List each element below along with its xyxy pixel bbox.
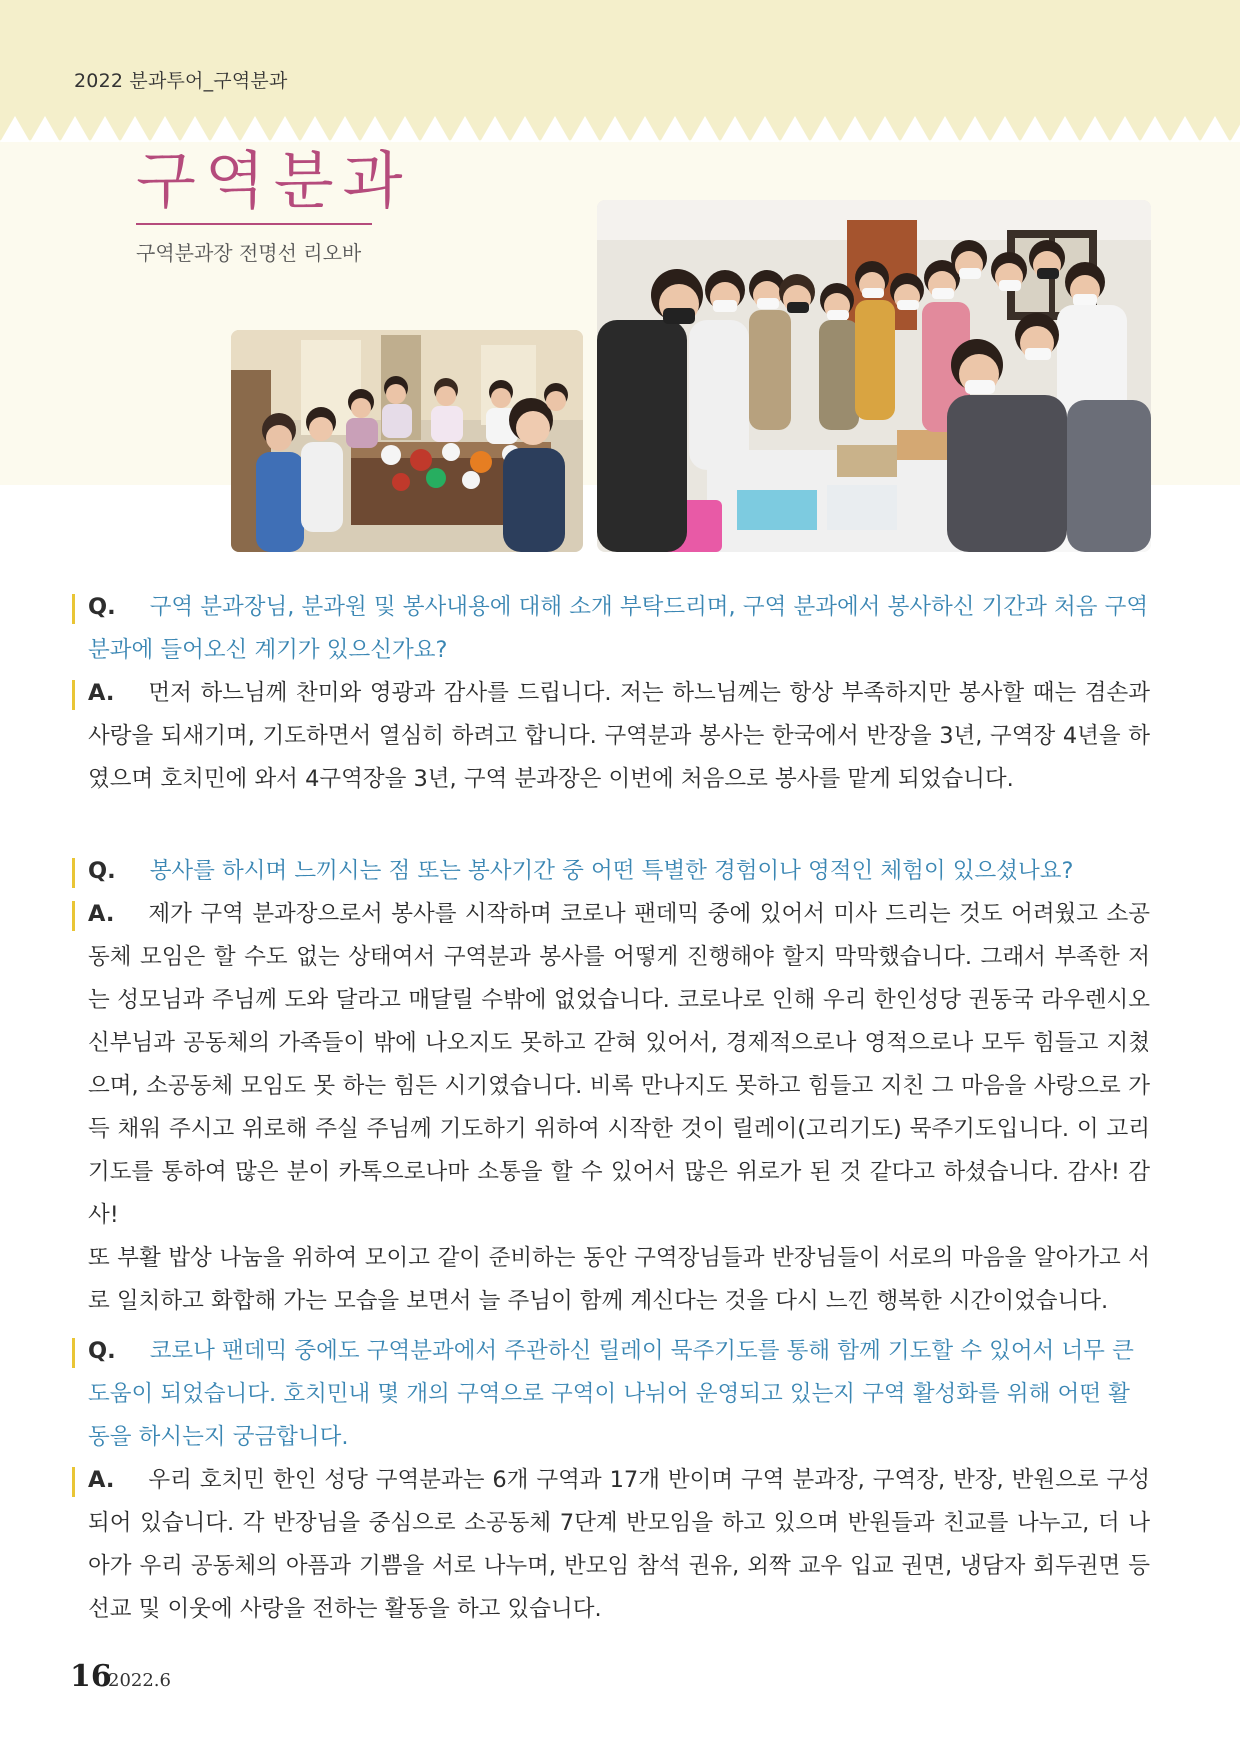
title-underline bbox=[136, 223, 372, 225]
running-head: 2022 분과투어_구역분과 bbox=[74, 70, 288, 92]
answer-2-continued bbox=[88, 1237, 1150, 1323]
answer-text-continued: 또 부활 밥상 나눔을 위하여 모이고 같이 준비하는 동안 구역장님들과 반장님들이 서로의 마음을 알아가고 서로 일치하고 화합해 가는 모습을 보면서 늘 주님이 함께 계신다는 것을 다시 느낀 행복한 시간이었습니다. bbox=[88, 1245, 1150, 1314]
answer-2 bbox=[88, 893, 1150, 1237]
answer-text: 먼저 하느님께 찬미와 영광과 감사를 드립니다. 저는 하느님께는 항상 부족하지만 봉사할 때는 겸손과 사랑을 되새기며, 기도하면서 열심히 하려고 합니다. 구역분과 봉사는 한국에서 반장을 3년, 구역장 4년을 하였으며 호치민에 와서 4구역장을 3년, 구역 분과장은 이번에 처음으로 봉사를 맡게 되었습니다. bbox=[88, 680, 1150, 792]
question-marker: Q. bbox=[88, 1338, 116, 1364]
question-marker: Q. bbox=[88, 594, 116, 620]
question-text: 구역 분과장님, 분과원 및 봉사내용에 대해 소개 부탁드리며, 구역 분과에서 봉사하신 기간과 처음 구역 분과에 들어오신 계기가 있으신가요? bbox=[88, 594, 1149, 663]
qa-section-2 bbox=[88, 850, 1150, 1323]
page-title: 구역분과 bbox=[136, 144, 412, 217]
answer-marker: A. bbox=[88, 901, 115, 927]
answer-marker: A. bbox=[88, 680, 115, 706]
question-text: 봉사를 하시며 느끼시는 점 또는 봉사기간 중 어떤 특별한 경험이나 영적인 체험이 있으셨나요? bbox=[149, 858, 1074, 884]
qa-section-3 bbox=[88, 1330, 1150, 1631]
photo-volunteer-group bbox=[597, 200, 1151, 552]
answer-marker: A. bbox=[88, 1467, 115, 1493]
question-marker: Q. bbox=[88, 858, 116, 884]
question-3 bbox=[88, 1330, 1150, 1459]
answer-text: 우리 호치민 한인 성당 구역분과는 6개 구역과 17개 반이며 구역 분과장, 구역장, 반장, 반원으로 구성되어 있습니다. 각 반장님을 중심으로 소공동체 7단계 반모임을 하고 있으며 반원들과 친교를 나누고, 더 나아가 우리 공동체의 아픔과 기쁨을 서로 나누며, 반모임 참석 권유, 외짝 교우 입교 권면, 냉담자 회두권면 등 선교 및 이웃에 사랑을 전하는 활동을 하고 있습니다. bbox=[88, 1467, 1150, 1622]
zigzag-border bbox=[0, 116, 1240, 142]
question-text: 코로나 팬데믹 중에도 구역분과에서 주관하신 릴레이 묵주기도를 통해 함께 기도할 수 있어서 너무 큰 도움이 되었습니다. 호치민내 몇 개의 구역으로 구역이 나뉘어 운영되고 있는지 구역 활성화를 위해 어떤 활동을 하시는지 궁금합니다. bbox=[88, 1338, 1134, 1450]
answer-3 bbox=[88, 1459, 1150, 1631]
question-2 bbox=[88, 850, 1150, 893]
qa-section-1 bbox=[88, 586, 1150, 801]
photo-dinner-group bbox=[231, 330, 583, 552]
page-number: 16 bbox=[70, 1659, 112, 1694]
issue-date: 2022.6 bbox=[108, 1670, 171, 1691]
answer-text: 제가 구역 분과장으로서 봉사를 시작하며 코로나 팬데믹 중에 있어서 미사 드리는 것도 어려웠고 소공동체 모임은 할 수도 없는 상태여서 구역분과 봉사를 어떻게 진행해야 할지 막막했습니다. 그래서 부족한 저는 성모님과 주님께 도와 달라고 매달릴 수밖에 없었습니다. 코로나로 인해 우리 한인성당 권동국 라우렌시오 신부님과 공동체의 가족들이 밖에 나오지도 못하고 갇혀 있어서, 경제적으로나 영적으로나 모두 힘들고 지쳤으며, 소공동체 모임도 못 하는 힘든 시기였습니다. 비록 만나지도 못하고 힘들고 지친 그 마음을 사랑으로 가득 채워 주시고 위로해 주실 주님께 기도하기 위하여 시작한 것이 릴레이(고리기도) 묵주기도입니다. 이 고리기도를 통하여 많은 분이 카톡으로나마 소통을 할 수 있어서 많은 위로가 된 것 같다고 하셨습니다. 감사! 감사! bbox=[88, 901, 1150, 1228]
question-1 bbox=[88, 586, 1150, 672]
answer-1 bbox=[88, 672, 1150, 801]
page-subtitle: 구역분과장 전명선 리오바 bbox=[136, 241, 362, 265]
